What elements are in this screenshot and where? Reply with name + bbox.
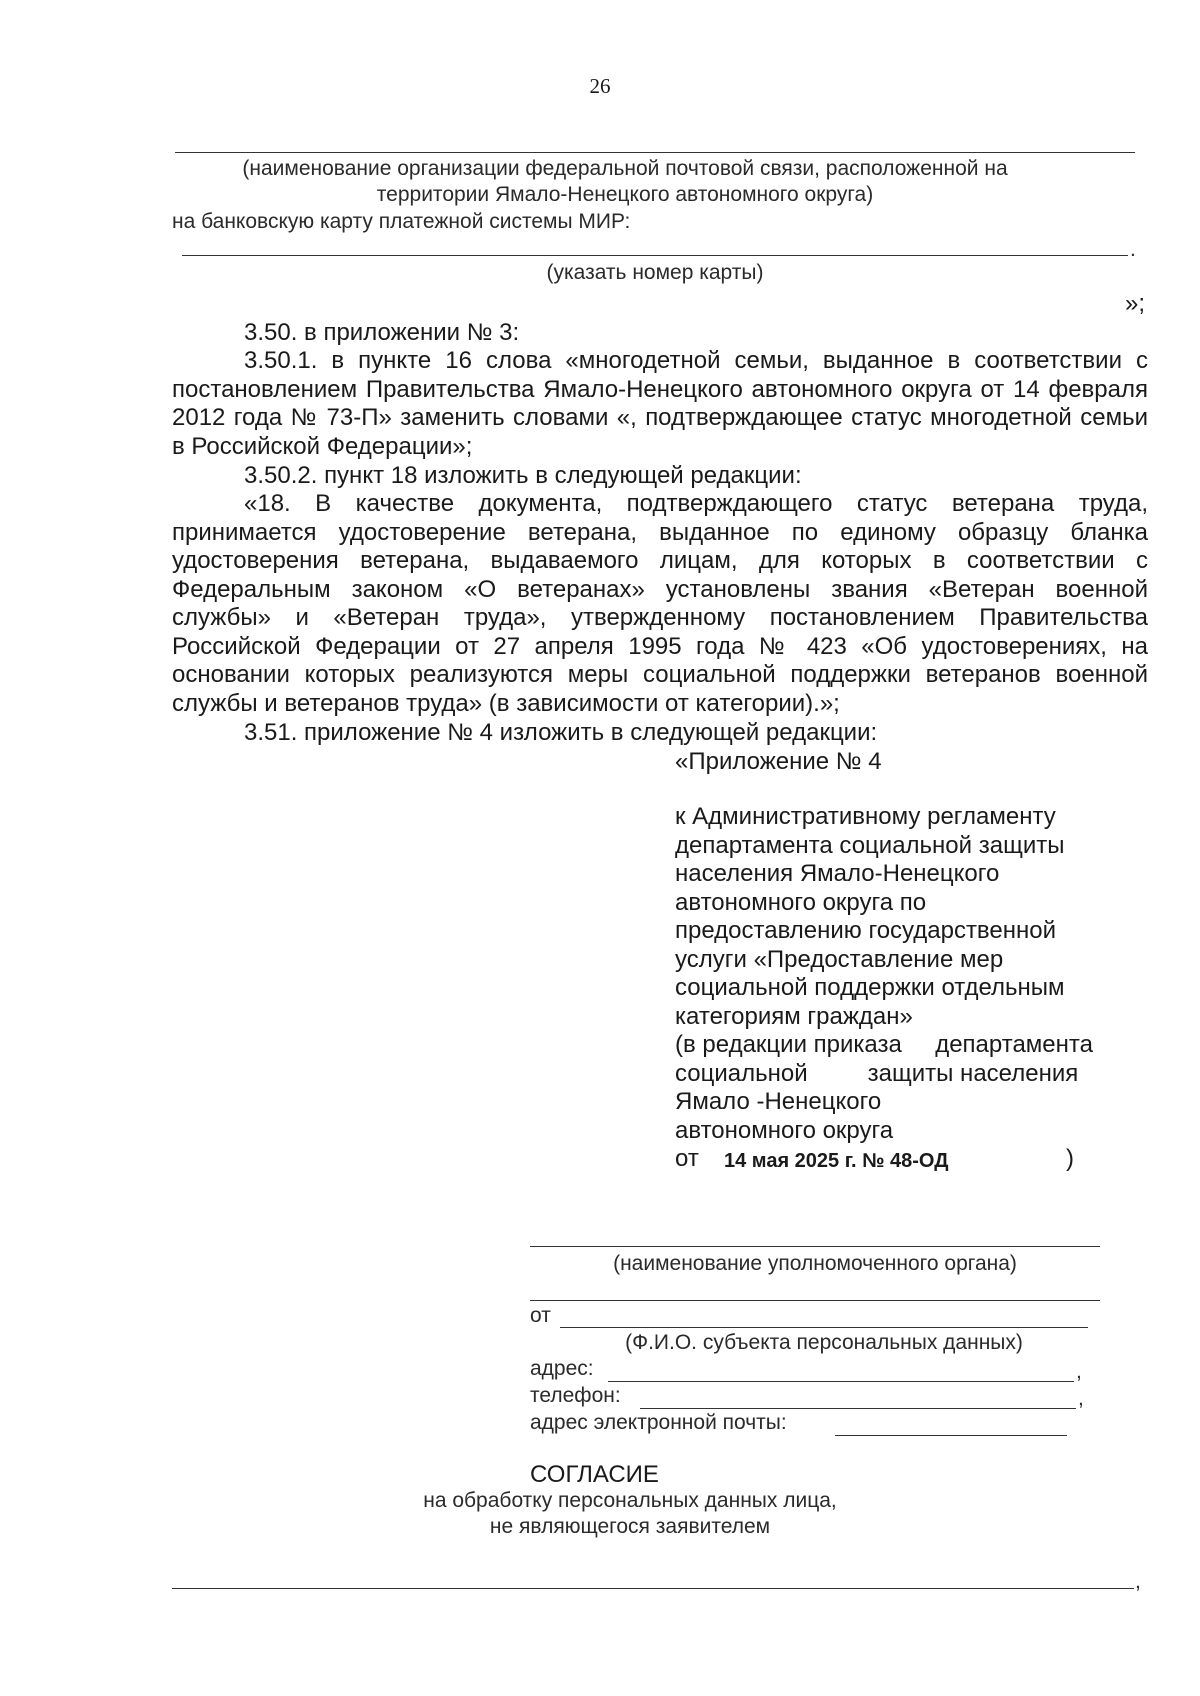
edition-line: (в редакции приказа департамента	[675, 1031, 1093, 1058]
appendix-line: предоставлению государственной	[675, 917, 1057, 944]
authority-caption: (наименование уполномоченного органа)	[613, 1252, 1017, 1275]
phone-comma: ,	[1078, 1387, 1084, 1410]
appendix-line: социальной поддержки отдельным	[675, 974, 1065, 1001]
item-3-50-2: 3.50.2. пункт 18 изложить в следующей редакции:	[244, 462, 802, 489]
consent-subtitle-line1: на обработку персональных данных лица,	[423, 1489, 837, 1512]
registration-stamp: 14 мая 2025 г. № 48-ОД	[724, 1150, 949, 1172]
edition-line: автономного округа	[675, 1116, 894, 1144]
org-caption-line2: территории Ямало-Ненецкого автономного округа)	[376, 183, 874, 206]
phone-label: телефон:	[530, 1384, 621, 1407]
from-field-line[interactable]	[560, 1327, 1088, 1328]
phone-field-line[interactable]	[640, 1408, 1076, 1409]
appendix-line: категориям граждан»	[675, 1002, 913, 1030]
card-caption: (указать номер карты)	[546, 261, 764, 284]
edition-line: социальной защиты населения	[675, 1059, 1079, 1087]
from-label: от	[675, 1145, 699, 1172]
card-line-end: .	[1130, 238, 1136, 261]
closing-quote: »;	[1125, 290, 1146, 317]
item-3-51: 3.51. приложение № 4 изложить в следующей редакции:	[244, 719, 878, 746]
appendix-title: «Приложение № 4	[675, 748, 882, 775]
item-18-text: «18. В качестве документа, подтверждающего статус ветерана труда, принимается удостоверение ветерана, выданное по единому образцу бланка удостоверения ветерана, выдаваемого лицам, для которых в соответствии с Федеральным законом «О ветеранах» установлены звания «Ветеран военной службы» и «Ветеран труда», утвержденному постановлением Правительства Российской Федерации от 27 апреля 1995 года № 423 «Об удостоверениях, на основании которых реализуются меры социальной поддержки ветеранов военной службы и ветеранов труда» (в зависимости от категории).»;	[172, 490, 1148, 717]
consent-subtitle-line2: не являющегося заявителем	[489, 1515, 771, 1538]
org-caption-line1: (наименование организации федеральной почтовой связи, расположенной на	[242, 157, 1008, 180]
edition-line: Ямало -Ненецкого	[675, 1088, 882, 1115]
address-label: адрес:	[530, 1357, 594, 1380]
appendix-line: департамента социальной защиты	[675, 831, 1065, 859]
consent-title: СОГЛАСИЕ	[530, 1461, 659, 1488]
consent-name-line[interactable]	[172, 1588, 1134, 1589]
appendix-lines	[675, 803, 1135, 1145]
appendix-line: населения Ямало-Ненецкого	[675, 860, 1000, 887]
email-field-line[interactable]	[835, 1435, 1067, 1436]
consent-line-end: ,	[1135, 1570, 1141, 1593]
subject-caption: (Ф.И.О. субъекта персональных данных)	[625, 1331, 1023, 1354]
close-paren: )	[1066, 1145, 1074, 1172]
appendix-line: к Административному регламенту	[675, 803, 1056, 830]
email-label: адрес электронной почты:	[530, 1411, 787, 1434]
address-comma: ,	[1076, 1360, 1082, 1383]
card-number-line	[182, 255, 1128, 256]
appendix-line: услуги «Предоставление мер	[675, 945, 1004, 973]
item-3-50: 3.50. в приложении № 3:	[244, 319, 520, 346]
item-3-50-1: 3.50.1. в пункте 16 слова «многодетной семьи, выданное в соответствии с постановлением Правительства Ямало-Ненецкого автономного округа от 14 февраля 2012 года № 73-П» заменить словами «, подтверждающее статус многодетной семьи в Российской Федерации»;	[172, 347, 1148, 460]
address-field-line[interactable]	[608, 1381, 1074, 1382]
org-name-line	[175, 152, 1135, 153]
authority-line	[530, 1246, 1100, 1247]
from-field-label: от	[530, 1304, 551, 1327]
card-text: на банковскую карту платежной системы МИР:	[172, 210, 631, 233]
authority-line-2	[530, 1300, 1100, 1301]
appendix-line: автономного округа по	[675, 888, 927, 916]
page-number: 26	[589, 74, 611, 98]
